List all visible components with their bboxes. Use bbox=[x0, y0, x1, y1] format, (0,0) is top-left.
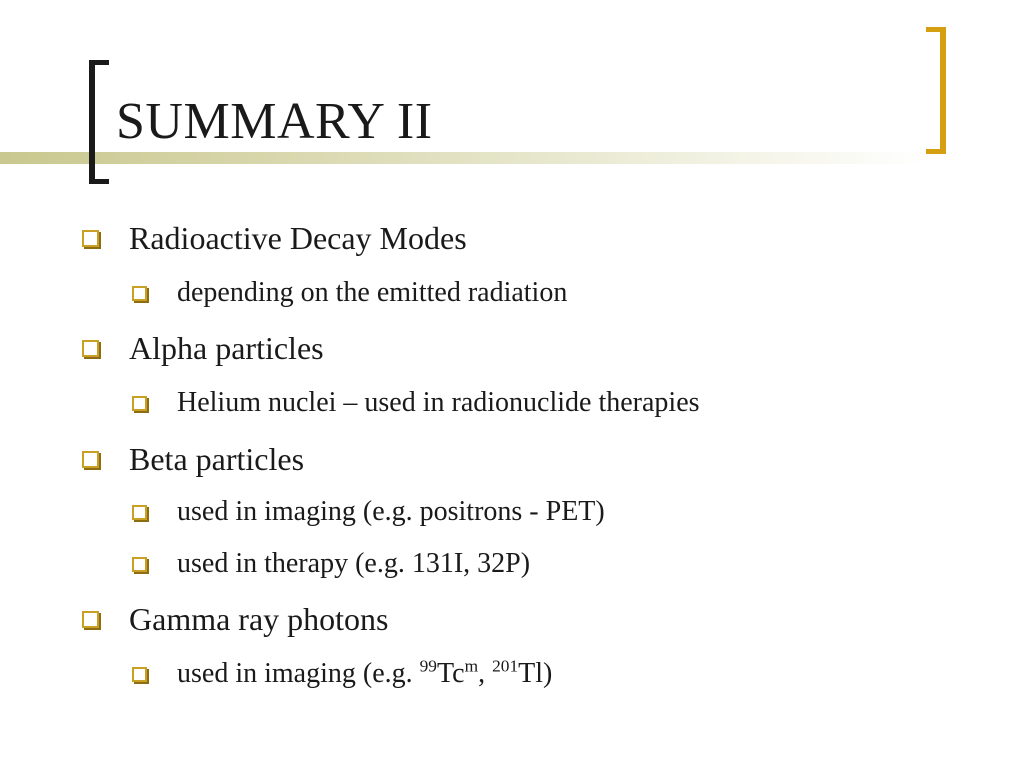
tc-symbol: Tc bbox=[436, 658, 465, 689]
square-bullet-icon bbox=[132, 505, 147, 520]
square-bullet-icon bbox=[132, 667, 147, 682]
square-bullet-icon bbox=[82, 340, 99, 357]
bullet-text: used in imaging (e.g. positrons - PET) bbox=[177, 496, 605, 527]
bullet-text: Beta particles bbox=[129, 440, 305, 477]
tl-symbol: Tl bbox=[518, 658, 544, 689]
subbullet-emitted-radiation bbox=[132, 275, 567, 311]
square-bullet-icon bbox=[132, 557, 147, 572]
bullet-text: used in therapy (e.g. 131I, 32P) bbox=[177, 548, 531, 579]
bullet-beta-particles bbox=[82, 439, 304, 479]
square-bullet-icon bbox=[132, 396, 147, 411]
bullet-text: Radioactive Decay Modes bbox=[129, 219, 467, 256]
subbullet-beta-imaging bbox=[132, 494, 605, 530]
bullet-text: depending on the emitted radiation bbox=[177, 277, 568, 308]
bullet-radioactive-decay-modes bbox=[82, 218, 467, 258]
tc-mass-number: 99 bbox=[419, 656, 437, 676]
bullet-text: used in imaging (e.g. $^{99}$Tc$^m$, $^{201}$Tl) bbox=[177, 656, 553, 689]
square-bullet-icon bbox=[132, 286, 147, 301]
bullet-gamma-ray-photons bbox=[82, 599, 389, 639]
bullet-text: Helium nuclei – used in radionuclide therapies bbox=[177, 387, 700, 418]
tc-metastable: m bbox=[464, 656, 479, 676]
square-bullet-icon bbox=[82, 451, 99, 468]
subbullet-beta-therapy bbox=[132, 546, 530, 582]
bullet-text: Alpha particles bbox=[129, 329, 324, 366]
square-bullet-icon bbox=[82, 230, 99, 247]
subbullet-helium-nuclei bbox=[132, 385, 700, 421]
bullet-alpha-particles bbox=[82, 328, 324, 368]
square-bullet-icon bbox=[82, 611, 99, 628]
bullet-text: Gamma ray photons bbox=[129, 600, 389, 637]
slide-title: SUMMARY II bbox=[116, 93, 433, 150]
subbullet-gamma-imaging bbox=[132, 656, 552, 692]
tl-mass-number: 201 bbox=[492, 656, 519, 676]
